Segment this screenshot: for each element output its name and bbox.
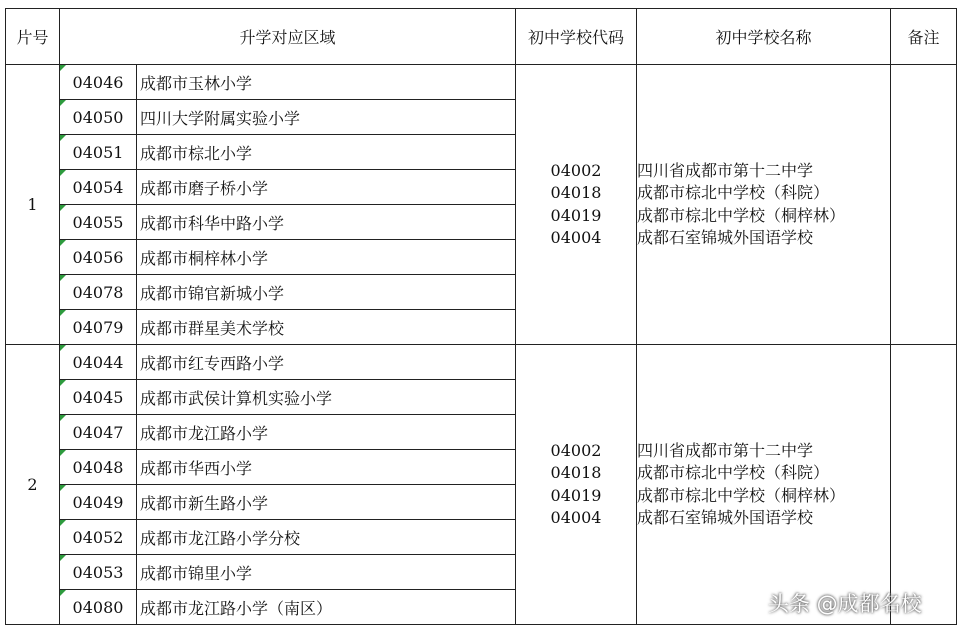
area-row: [60, 100, 515, 135]
middle-name: 四川省成都市第十二中学: [637, 440, 814, 460]
area-name: 成都市桐梓林小学: [137, 240, 516, 275]
area-code: 04054: [72, 177, 124, 197]
area-code: 04045: [72, 387, 124, 407]
area-name: 成都市磨子桥小学: [137, 170, 516, 205]
area-row: [60, 205, 515, 240]
table-row: [6, 65, 957, 345]
cell-marker: [60, 415, 66, 421]
area-row: [60, 450, 515, 485]
header-index: 片号: [6, 9, 60, 65]
middle-code: 04004: [550, 228, 602, 247]
middle-name: 成都市棕北中学校（桐梓林）: [637, 205, 846, 225]
area-row: [60, 380, 515, 415]
cell-marker: [60, 310, 66, 316]
area-code: 04047: [72, 422, 124, 442]
cell-marker: [60, 135, 66, 141]
middle-code: 04019: [550, 485, 602, 505]
area-name: 成都市棕北小学: [137, 135, 516, 170]
area-code: 04046: [72, 72, 124, 92]
area-name: 成都市龙江路小学（南区）: [140, 598, 333, 618]
cell-marker: [60, 100, 66, 106]
watermark: 头条 @成都名校: [768, 592, 922, 616]
area-row: [60, 345, 515, 380]
group-index: 1: [6, 65, 60, 345]
cell-marker: [60, 590, 66, 596]
area-row: [60, 310, 515, 345]
area-code: 04051: [72, 142, 124, 162]
middle-name: 成都石室锦城外国语学校: [637, 508, 814, 527]
middle-name: 成都市棕北中学校（科院）: [637, 463, 830, 482]
middle-name: 成都石室锦城外国语学校: [637, 228, 814, 247]
cell-marker: [60, 275, 66, 281]
middle-school-codes: [516, 65, 637, 345]
header-middle-code: 初中学校代码: [516, 9, 637, 65]
middle-code: 04002: [550, 440, 602, 460]
area-name: 四川大学附属实验小学: [137, 100, 516, 135]
area-code: 04050: [72, 107, 124, 127]
cell-marker: [60, 520, 66, 526]
middle-code: 04019: [550, 205, 602, 225]
cell-marker: [60, 555, 66, 561]
area-name: 成都市科华中路小学: [137, 205, 516, 240]
cell-marker: [60, 380, 66, 386]
cell-marker: [60, 170, 66, 176]
area-name: 成都市龙江路小学分校: [137, 520, 516, 555]
area-name: 成都市华西小学: [137, 450, 516, 485]
cell-marker: [60, 205, 66, 211]
area-name: 成都市红专西路小学: [137, 345, 516, 380]
middle-code: 04002: [550, 160, 602, 180]
group-index: 2: [6, 345, 60, 625]
area-name: 成都市新生路小学: [137, 485, 516, 520]
area-code: 04056: [72, 247, 124, 267]
note-cell: [891, 65, 957, 345]
cell-marker: [60, 345, 66, 351]
area-code: 04055: [72, 212, 124, 232]
area-row: [60, 65, 515, 100]
area-row: [60, 275, 515, 310]
area-name: 成都市武侯计算机实验小学: [137, 380, 516, 415]
area-list: [60, 345, 516, 625]
middle-code: 04018: [550, 183, 602, 202]
area-code: 04079: [72, 317, 124, 337]
header-row: [6, 9, 957, 65]
middle-school-names: [637, 345, 891, 625]
area-row: [60, 415, 515, 450]
area-name: 成都市玉林小学: [137, 65, 516, 100]
area-row: [60, 170, 515, 205]
header-middle-name: 初中学校名称: [637, 9, 891, 65]
area-code: 04044: [72, 352, 124, 372]
middle-name: 成都市棕北中学校（桐梓林）: [637, 485, 846, 505]
area-row: [60, 555, 515, 590]
area-code: 04080: [72, 597, 124, 617]
header-note: 备注: [891, 9, 957, 65]
area-name: 成都市群星美术学校: [140, 318, 285, 338]
area-row: [60, 485, 515, 520]
area-name: 成都市龙江路小学: [137, 415, 516, 450]
cell-marker: [60, 65, 66, 71]
area-code: 04049: [72, 492, 124, 512]
middle-name: 成都市棕北中学校（科院）: [637, 183, 830, 202]
area-row: [60, 520, 515, 555]
area-code: 04048: [72, 457, 124, 477]
enrollment-table: [5, 8, 957, 625]
header-area: 升学对应区域: [60, 9, 516, 65]
cell-marker: [60, 485, 66, 491]
cell-marker: [60, 240, 66, 246]
area-name: 成都市锦官新城小学: [137, 275, 516, 310]
middle-code: 04018: [550, 463, 602, 482]
area-list: [60, 65, 516, 345]
middle-name: 四川省成都市第十二中学: [637, 160, 814, 180]
cell-marker: [60, 450, 66, 456]
area-code: 04078: [72, 282, 124, 302]
area-row: [60, 240, 515, 275]
area-row: [60, 135, 515, 170]
table-row: [6, 345, 957, 625]
area-code: 04053: [72, 562, 124, 582]
middle-school-names: [637, 65, 891, 345]
middle-school-codes: [516, 345, 637, 625]
area-name: 成都市锦里小学: [137, 555, 516, 590]
area-code: 04052: [72, 527, 124, 547]
area-row: [60, 590, 515, 625]
middle-code: 04004: [550, 508, 602, 527]
note-cell: [891, 345, 957, 625]
